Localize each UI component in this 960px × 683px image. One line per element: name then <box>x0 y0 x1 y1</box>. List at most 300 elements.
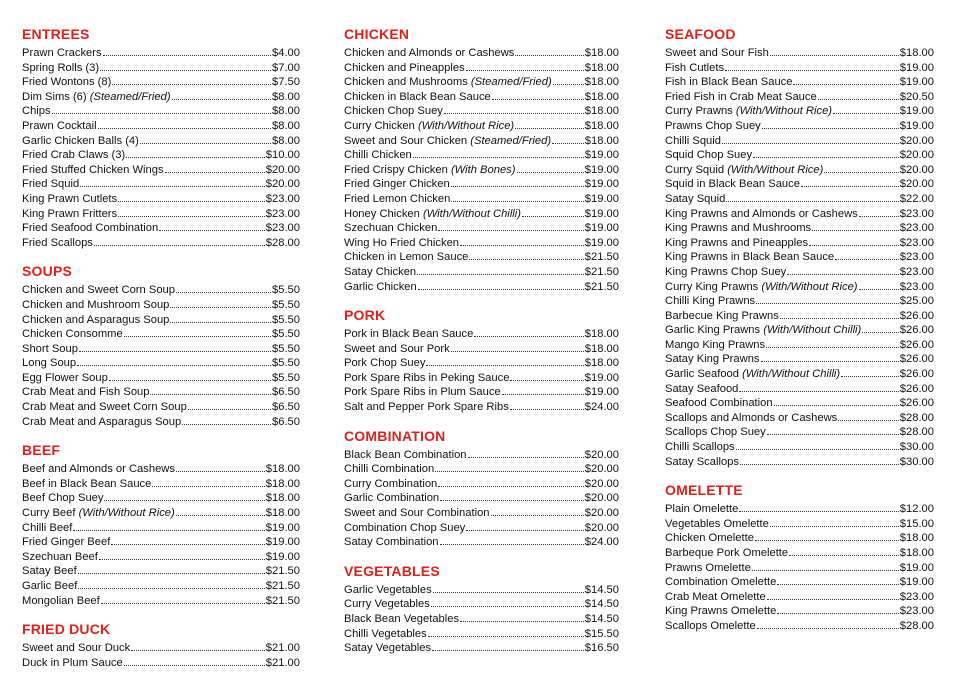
dot-leader <box>793 84 898 85</box>
dot-leader <box>833 113 899 114</box>
menu-item-name: Barbecue King Prawns <box>665 309 779 322</box>
menu-item <box>22 594 300 609</box>
menu-item-price: $18.00 <box>584 134 619 147</box>
menu-item-price: $26.00 <box>899 397 934 410</box>
menu-item-name: Crab Meat and Fish Soup <box>22 386 150 399</box>
dot-leader <box>140 143 271 144</box>
menu-item-price: $19.00 <box>899 119 934 132</box>
dot-leader <box>103 55 271 56</box>
menu-item <box>344 583 619 598</box>
menu-item-name-wrap <box>22 75 111 90</box>
menu-item <box>22 535 300 550</box>
menu-item-name-wrap <box>665 309 779 324</box>
menu-item-name-wrap <box>344 477 437 492</box>
menu-item-name: Chicken Chop Suey <box>344 105 443 118</box>
dot-leader <box>812 230 899 231</box>
menu-item-name: Mango King Prawns <box>665 338 766 351</box>
menu-item-name: Pork Chop Suey <box>344 357 426 370</box>
menu-item <box>665 590 934 605</box>
dot-leader <box>101 603 265 604</box>
dot-leader <box>838 420 899 421</box>
menu-item-name: Satay Chicken <box>344 265 417 278</box>
menu-item-name-wrap <box>22 535 110 550</box>
menu-item <box>344 462 619 477</box>
menu-item-note: (With/Without Rice) <box>78 507 175 520</box>
menu-item-name: Beef in Black Bean Sauce <box>22 477 152 490</box>
dot-leader <box>469 259 583 260</box>
menu-item <box>344 448 619 463</box>
menu-item <box>22 119 300 134</box>
menu-item-name: Combination Omelette <box>665 576 777 589</box>
menu-item-price: $19.00 <box>265 521 300 534</box>
dot-leader <box>841 376 899 377</box>
menu-item <box>665 425 934 440</box>
menu-item-name-wrap <box>665 604 776 619</box>
menu-item-name-wrap <box>665 75 792 90</box>
menu-item-name-wrap <box>22 327 123 342</box>
menu-item-name-wrap <box>344 75 552 90</box>
dot-leader <box>433 592 584 593</box>
menu-item-price: $23.00 <box>899 280 934 293</box>
menu-item-name: Chilli Vegetables <box>344 627 427 640</box>
menu-item-name: Barbeque Pork Omelette <box>665 547 789 559</box>
menu-item-price: $23.00 <box>899 590 934 603</box>
menu-item <box>22 313 300 328</box>
menu-item-name-wrap <box>344 280 417 295</box>
menu-item-name: Dim Sims (6) <box>22 90 87 103</box>
dot-leader <box>859 289 899 290</box>
menu-item-name: Vegetables Omelette <box>665 517 769 530</box>
menu-item <box>665 323 934 338</box>
menu-item-name-wrap <box>22 313 169 328</box>
menu-item <box>344 177 619 192</box>
menu-item-name-wrap <box>344 265 416 280</box>
menu-item-price: $21.50 <box>584 265 619 278</box>
menu-item-name-wrap <box>665 531 754 546</box>
menu-item <box>665 517 934 532</box>
menu-item-name: Chicken and Pineapples <box>344 61 465 74</box>
menu-item-name: Chicken and Asparagus Soup <box>22 313 170 326</box>
menu-item-note: (With/Without Rice) <box>417 119 515 132</box>
section-heading: VEGETABLES <box>344 562 440 579</box>
menu-item-name: Fried Lemon Chicken <box>344 192 451 205</box>
menu-item-price: $26.00 <box>899 353 934 366</box>
menu-item-name: Garlic Chicken <box>344 280 417 293</box>
menu-item-name-wrap <box>665 221 811 236</box>
menu-item-price: $21.00 <box>265 656 300 669</box>
menu-item-name-wrap <box>344 356 425 371</box>
dot-leader <box>502 394 584 395</box>
dot-leader <box>428 636 584 637</box>
menu-item <box>344 90 619 105</box>
menu-item-name-wrap <box>344 163 516 178</box>
menu-item-name: Chilli Squid <box>665 134 721 147</box>
menu-item-name: Seafood Combination <box>665 397 773 410</box>
menu-item-name-wrap <box>344 327 473 342</box>
menu-item-name: King Prawn Fritters <box>22 207 118 220</box>
menu-section-entrees <box>22 26 300 250</box>
menu-item-name: Satay King Prawns <box>665 353 760 366</box>
menu-item-price: $7.50 <box>272 76 300 89</box>
menu-item <box>344 61 619 76</box>
menu-item-name: Garlic Chicken Balls (4) <box>22 134 139 147</box>
menu-item-name: Spring Rolls (3) <box>22 61 100 74</box>
menu-item-price: $20.00 <box>584 521 619 534</box>
menu-item-name-wrap <box>22 564 77 579</box>
section-heading: COMBINATION <box>344 427 446 444</box>
menu-item-price: $18.00 <box>584 61 619 74</box>
menu-item-name-wrap <box>344 448 467 463</box>
menu-item <box>665 502 934 517</box>
menu-item-price: $18.00 <box>584 76 619 89</box>
menu-item-name-wrap <box>22 236 93 251</box>
menu-item-name: Satay Scallops <box>665 455 740 468</box>
menu-item <box>665 561 934 576</box>
menu-item-name-wrap <box>22 342 78 357</box>
menu-item-price: $23.00 <box>265 222 300 235</box>
dot-leader <box>176 292 271 293</box>
menu-item-name-wrap <box>22 462 175 477</box>
menu-item-price: $28.00 <box>899 411 934 424</box>
dot-leader <box>809 245 899 246</box>
section-heading: BEEF <box>22 442 61 459</box>
dot-leader <box>432 650 584 651</box>
menu-item-name-wrap <box>344 148 412 163</box>
dot-leader <box>789 555 899 556</box>
dot-leader <box>94 245 265 246</box>
dot-leader <box>468 457 584 458</box>
dot-leader <box>426 365 583 366</box>
menu-column-3 <box>665 26 934 647</box>
menu-item-name-wrap <box>344 46 514 61</box>
dot-leader <box>435 471 584 472</box>
menu-item-name: Squid in Black Bean Sauce <box>665 178 800 191</box>
menu-item-name: Fried Scallops <box>22 236 93 249</box>
dot-leader <box>431 606 584 607</box>
menu-item-price: $6.50 <box>272 415 300 428</box>
dot-leader <box>78 588 264 589</box>
menu-item-note: (Steamed/Fried) <box>89 90 171 103</box>
menu-item-name-wrap <box>665 134 721 149</box>
menu-item-name-wrap <box>665 61 724 76</box>
menu-item-price: $19.00 <box>265 550 300 563</box>
menu-item-price: $20.00 <box>899 178 934 191</box>
menu-item-name-wrap <box>22 656 123 671</box>
dot-leader <box>413 157 584 158</box>
dot-leader <box>767 434 899 435</box>
menu-item <box>665 192 934 207</box>
menu-item-name-wrap <box>665 119 761 134</box>
menu-item-price: $23.00 <box>265 192 300 205</box>
menu-item-list <box>665 46 934 469</box>
dot-leader <box>780 318 899 319</box>
menu-item-price: $19.00 <box>584 236 619 249</box>
dot-leader <box>440 500 584 501</box>
menu-item-price: $28.00 <box>265 236 300 249</box>
menu-item <box>344 250 619 265</box>
menu-item <box>665 75 934 90</box>
menu-item-name-wrap <box>22 641 130 656</box>
dot-leader <box>466 530 584 531</box>
menu-item-price: $19.00 <box>899 561 934 574</box>
menu-item <box>344 535 619 550</box>
menu-item <box>344 280 619 295</box>
menu-item-name-wrap <box>344 506 490 521</box>
menu-item-price: $5.50 <box>272 284 300 297</box>
menu-item-price: $5.50 <box>272 371 300 384</box>
menu-item-name-wrap <box>344 521 465 536</box>
menu-item-name: Chips <box>22 105 51 118</box>
menu-item-name: Curry Combination <box>344 477 438 490</box>
menu-item-name: King Prawns and Almonds or Cashews <box>665 207 858 220</box>
menu-item-price: $10.00 <box>265 149 300 162</box>
menu-item <box>665 546 934 561</box>
menu-item-name-wrap <box>22 148 125 163</box>
menu-section-seafood <box>665 26 934 469</box>
menu-item-price: $18.00 <box>584 47 619 59</box>
menu-item-price: $19.00 <box>584 178 619 191</box>
menu-item-note: (With/Without Rice) <box>735 105 833 118</box>
menu-item-name-wrap <box>344 597 430 612</box>
menu-item-name-wrap <box>344 221 437 236</box>
menu-item-name-wrap <box>344 641 431 656</box>
menu-item-price: $5.50 <box>272 298 300 311</box>
menu-item <box>665 309 934 324</box>
dot-leader <box>835 259 899 260</box>
menu-item-name-wrap <box>665 207 858 222</box>
menu-item-price: $25.00 <box>899 295 934 308</box>
menu-item-name-wrap <box>665 148 752 163</box>
menu-item-name-wrap <box>22 506 175 521</box>
menu-item-name: Prawn Crackers <box>22 47 102 59</box>
menu-item-name-wrap <box>22 415 181 430</box>
dot-leader <box>491 515 584 516</box>
dot-leader <box>417 274 584 275</box>
menu-item <box>665 221 934 236</box>
menu-item-name-wrap <box>22 477 151 492</box>
menu-item-price: $18.00 <box>584 342 619 355</box>
menu-item-list <box>22 462 300 608</box>
menu-item-name: Curry Beef <box>22 507 76 520</box>
menu-item-price: $15.00 <box>899 517 934 530</box>
menu-item-name: Curry Vegetables <box>344 598 430 611</box>
menu-item <box>344 506 619 521</box>
menu-item-name-wrap <box>665 440 735 455</box>
menu-item <box>22 641 300 656</box>
dot-leader <box>766 347 899 348</box>
dot-leader <box>52 113 271 114</box>
menu-item-name: Prawns Chop Suey <box>665 119 761 132</box>
menu-item-name: Combination Chop Suey <box>344 521 466 534</box>
menu-item <box>344 119 619 134</box>
menu-section-combination <box>344 428 619 550</box>
menu-item-name: Chicken in Black Bean Sauce <box>344 90 491 103</box>
menu-item <box>22 327 300 342</box>
menu-item <box>665 280 934 295</box>
menu-item-name: Fish Cutlets <box>665 61 725 74</box>
menu-item <box>22 371 300 386</box>
menu-section-vegetables <box>344 563 619 656</box>
menu-item-price: $18.00 <box>899 532 934 545</box>
menu-item-price: $19.00 <box>265 536 300 549</box>
menu-item-name: Garlic Combination <box>344 492 440 505</box>
dot-leader <box>150 394 271 395</box>
menu-item-list <box>665 502 934 633</box>
dot-leader <box>460 621 584 622</box>
menu-item-name-wrap <box>344 104 443 119</box>
menu-item-name: Chicken Consomme <box>22 328 123 341</box>
menu-item-name: Fried Stuffed Chicken Wings <box>22 163 164 176</box>
menu-item <box>344 327 619 342</box>
menu-item-name: Scallops and Almonds or Cashews <box>665 411 838 424</box>
menu-item-list <box>22 46 300 250</box>
menu-item-name-wrap <box>665 338 765 353</box>
menu-item-name: Sweet and Sour Fish <box>665 47 769 59</box>
menu-item-name-wrap <box>344 177 450 192</box>
dot-leader <box>725 70 899 71</box>
menu-item <box>665 236 934 251</box>
menu-item-name: Satay Vegetables <box>344 642 432 655</box>
menu-item-name: Fried Squid <box>22 178 80 191</box>
menu-item-price: $26.00 <box>899 338 934 351</box>
menu-section-chicken <box>344 26 619 294</box>
dot-leader <box>73 530 264 531</box>
menu-item-price: $8.00 <box>272 90 300 103</box>
menu-item-price: $5.50 <box>272 357 300 370</box>
menu-item-name: Honey Chicken <box>344 207 420 220</box>
menu-item-name-wrap <box>22 579 77 594</box>
dot-leader <box>492 99 584 100</box>
menu-item-name-wrap <box>665 411 837 426</box>
menu-item <box>22 163 300 178</box>
menu-item-name-wrap <box>344 371 509 386</box>
menu-item-price: $18.00 <box>265 463 300 476</box>
menu-item-list <box>22 641 300 670</box>
dot-leader <box>78 573 265 574</box>
menu-item-name-wrap <box>665 546 788 561</box>
menu-item-name-wrap <box>22 491 103 506</box>
menu-item-name: Curry Prawns <box>665 105 733 118</box>
section-heading: ENTREES <box>22 26 90 42</box>
menu-item-price: $4.00 <box>272 47 300 59</box>
menu-item-price: $24.00 <box>584 536 619 549</box>
menu-item-name: Satay Squid <box>665 192 726 205</box>
menu-item-price: $20.00 <box>584 507 619 520</box>
menu-item-note: (Steamed/Fried) <box>470 134 552 147</box>
menu-item-name-wrap <box>344 119 514 134</box>
menu-item-name: Short Soup <box>22 342 78 355</box>
dot-leader <box>762 128 899 129</box>
menu-item-name: Scallops Omelette <box>665 619 756 632</box>
menu-item-name-wrap <box>665 575 776 590</box>
menu-item-price: $23.00 <box>899 207 934 220</box>
dot-leader <box>774 405 899 406</box>
dot-leader <box>770 55 899 56</box>
menu-item-name: Curry Chicken <box>344 119 415 132</box>
menu-item <box>344 192 619 207</box>
dot-leader <box>109 380 271 381</box>
menu-item-price: $23.00 <box>899 222 934 235</box>
menu-item-name-wrap <box>344 192 450 207</box>
menu-item <box>344 385 619 400</box>
dot-leader <box>777 613 898 614</box>
menu-item-name: Chicken and Mushrooms <box>344 76 468 89</box>
menu-item <box>22 564 300 579</box>
dot-leader <box>862 332 899 333</box>
menu-item-price: $26.00 <box>899 324 934 337</box>
section-heading: SOUPS <box>22 263 73 280</box>
menu-item-name: Squid Chop Suey <box>665 149 753 162</box>
menu-item-name: Garlic Vegetables <box>344 583 432 596</box>
menu-item-price: $30.00 <box>899 455 934 468</box>
dot-leader <box>444 113 584 114</box>
menu-item <box>22 134 300 149</box>
menu-item-price: $23.00 <box>899 605 934 618</box>
menu-item-price: $21.50 <box>584 251 619 264</box>
menu-item-name: King Prawns and Pineapples <box>665 236 809 249</box>
menu-item-note: (With/Without Rice) <box>761 280 858 293</box>
menu-item-price: $7.00 <box>272 61 300 74</box>
menu-item-price: $26.00 <box>899 382 934 395</box>
menu-item-note: (Steamed/Fried) <box>470 76 552 89</box>
menu-item-name-wrap <box>22 283 175 298</box>
dot-leader <box>739 391 898 392</box>
menu-item-price: $21.50 <box>265 565 300 578</box>
menu-item-price: $20.00 <box>584 463 619 476</box>
dot-leader <box>515 55 583 56</box>
dot-leader <box>761 361 899 362</box>
menu-item-name-wrap <box>344 385 501 400</box>
menu-item <box>665 531 934 546</box>
menu-item-price: $18.00 <box>584 357 619 370</box>
menu-item-price: $18.00 <box>584 105 619 118</box>
menu-item-price: $14.50 <box>584 598 619 611</box>
menu-item-price: $8.00 <box>272 134 300 147</box>
menu-item <box>22 550 300 565</box>
menu-item-name-wrap <box>344 134 551 149</box>
menu-item <box>665 440 934 455</box>
menu-item-name: Chicken and Sweet Corn Soup <box>22 284 175 297</box>
menu-item <box>665 338 934 353</box>
menu-item-price: $21.00 <box>265 642 300 655</box>
dot-leader <box>100 70 271 71</box>
menu-item <box>665 148 934 163</box>
menu-item-name-wrap <box>665 367 840 382</box>
menu-item-price: $15.50 <box>584 627 619 640</box>
menu-item <box>344 46 619 61</box>
menu-item-name-wrap <box>344 90 491 105</box>
menu-item-name: Garlic Beef <box>22 580 78 592</box>
menu-item-price: $26.00 <box>899 368 934 381</box>
menu-item-name: Fried Wontons (8) <box>22 76 112 89</box>
dot-leader <box>767 599 899 600</box>
menu-item-price: $20.00 <box>899 149 934 162</box>
dot-leader <box>522 216 584 217</box>
menu-item-name-wrap <box>665 590 766 605</box>
menu-item <box>665 90 934 105</box>
menu-item-price: $19.00 <box>584 386 619 399</box>
menu-item <box>665 177 934 192</box>
menu-item <box>344 641 619 656</box>
menu-item-list <box>344 583 619 656</box>
menu-item-name-wrap <box>22 207 117 222</box>
menu-item-price: $5.50 <box>272 342 300 355</box>
menu-item <box>22 462 300 477</box>
dot-leader <box>510 380 583 381</box>
dot-leader <box>77 365 271 366</box>
menu-item <box>344 221 619 236</box>
menu-item-name: Scallops Chop Suey <box>665 426 766 439</box>
